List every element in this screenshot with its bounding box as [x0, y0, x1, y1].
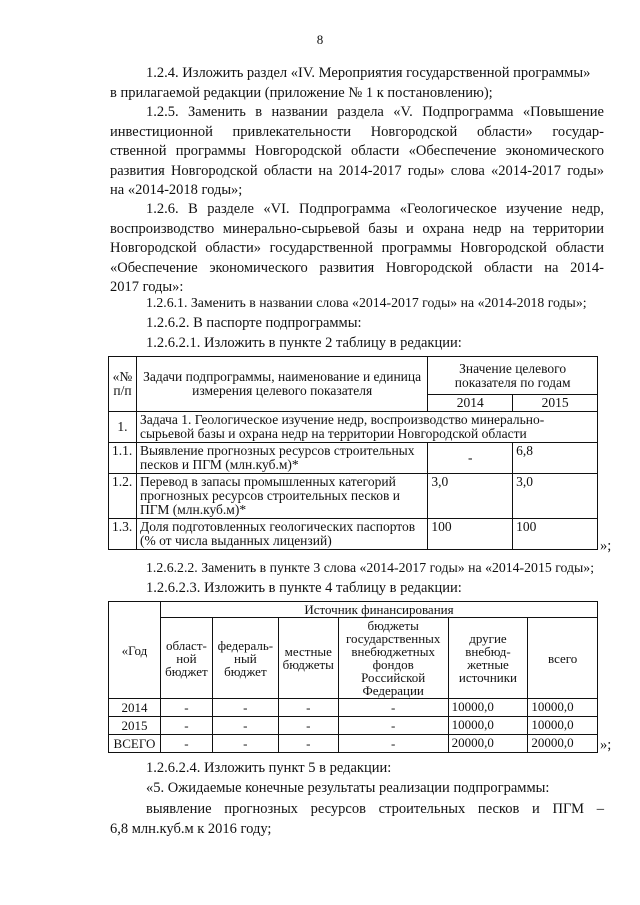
row-value-2014: 100	[428, 519, 513, 550]
task-text: Задача 1. Геологическое изучение недр, воспроизводство минерально-сырьевой базы и охрана недр на территории Новгородской области	[136, 412, 597, 443]
paragraph-line: 1.2.5. Заменить в названии раздела «V. Подпрограмма «Повышение	[146, 104, 604, 120]
target-indicators-table	[108, 356, 598, 550]
paragraph-1-2-4	[110, 64, 604, 103]
header-federal-budget: федераль-ный бюджет	[212, 618, 278, 699]
header-regional-budget: област-ной бюджет	[160, 618, 212, 699]
header-number: «№ п/п	[109, 357, 137, 412]
page-number: 8	[316, 32, 324, 47]
row-value-2015: 3,0	[513, 474, 598, 519]
paragraph-1-2-6-2-2: 1.2.6.2.2. Заменить в пункте 3 слова «2014-2017 годы» на «2014-2015 годы»;	[146, 560, 595, 575]
table-row	[109, 519, 598, 550]
cell: -	[338, 735, 448, 753]
table-header-columns	[109, 618, 598, 699]
paragraph-line: воспроизводство минерально-сырьевой базы и охрана недр на территории	[110, 220, 604, 237]
cell: 10000,0	[448, 717, 528, 735]
row-name: Перевод в запасы промышленных категорий прогнозных ресурсов строительных песков и ПГМ (млн.куб.м)*	[136, 474, 427, 519]
cell: 10000,0	[528, 717, 598, 735]
table1-closing-quote: »;	[600, 538, 612, 554]
table-row	[109, 699, 598, 717]
paragraph-line: 2017 годы»:	[110, 279, 184, 296]
header-year: «Год	[109, 602, 161, 699]
paragraph-line: Новгородской области» государственной программы Новгородской области	[110, 240, 604, 257]
paragraph-line: в прилагаемой редакции (приложение № 1 к постановлению);	[110, 84, 493, 101]
paragraph-line: 1.2.4. Изложить раздел «IV. Мероприятия государственной программы»	[146, 65, 591, 81]
paragraph-1-2-6-2-3: 1.2.6.2.3. Изложить в пункте 4 таблицу в редакции:	[146, 580, 462, 596]
paragraph-1-2-6-2: 1.2.6.2. В паспорте подпрограммы:	[146, 315, 362, 331]
header-local-budgets: местные бюджеты	[278, 618, 338, 699]
cell: -	[212, 735, 278, 753]
row-name: Доля подготовленных геологических паспортов (% от числа выданных лицензий)	[136, 519, 427, 550]
row-year: 2014	[109, 699, 161, 717]
table-row	[109, 717, 598, 735]
header-total: всего	[528, 618, 598, 699]
cell: 20000,0	[528, 735, 598, 753]
paragraph-1-2-6-2-4: 1.2.6.2.4. Изложить пункт 5 в редакции:	[146, 760, 392, 776]
table-row	[109, 474, 598, 519]
row-year: 2015	[109, 717, 161, 735]
cell: -	[212, 717, 278, 735]
paragraph-line: инвестиционной привлекательности Новгородской области» государ-	[110, 123, 604, 140]
header-year-2014: 2014	[428, 395, 513, 412]
cell: -	[338, 717, 448, 735]
cell: -	[160, 717, 212, 735]
header-extra-budget-funds: бюджеты государственных внебюджетных фондов Российской Федерации	[338, 618, 448, 699]
paragraph-1-2-6	[110, 200, 604, 298]
paragraph-5-title: «5. Ожидаемые конечные результаты реализации подпрограммы:	[146, 780, 550, 796]
table-header-row	[109, 602, 598, 618]
header-source: Источник финансирования	[160, 602, 597, 618]
table-header-row	[109, 357, 598, 395]
table-row-total	[109, 735, 598, 753]
paragraph-1-2-6-1: 1.2.6.1. Заменить в названии слова «2014-2017 годы» на «2014-2018 годы»;	[146, 295, 587, 310]
table2-closing-quote: »;	[600, 737, 612, 753]
header-other-sources: другие внебюд-жетные источники	[448, 618, 528, 699]
paragraph-line: выявление прогнозных ресурсов строительных песков и ПГМ –	[146, 801, 604, 817]
paragraph-line: 1.2.6. В разделе «VI. Подпрограмма «Геологическое изучение недр,	[146, 201, 604, 217]
cell: -	[212, 699, 278, 717]
row-number: 1.3.	[109, 519, 137, 550]
cell: -	[278, 717, 338, 735]
row-number: 1.1.	[109, 443, 137, 474]
paragraph-line: на «2014-2018 годы»;	[110, 182, 243, 199]
paragraph-line: развития Новгородской области на 2014-2017 годы» слова «2014-2017 годы»	[110, 162, 604, 179]
row-value-2014: 3,0	[428, 474, 513, 519]
cell: 10000,0	[448, 699, 528, 717]
cell: 20000,0	[448, 735, 528, 753]
cell: -	[278, 699, 338, 717]
cell: 10000,0	[528, 699, 598, 717]
cell: -	[338, 699, 448, 717]
row-name: Выявление прогнозных ресурсов строительных песков и ПГМ (млн.куб.м)*	[136, 443, 427, 474]
header-task: Задачи подпрограммы, наименование и единица измерения целевого показателя	[136, 357, 427, 412]
row-number: 1.2.	[109, 474, 137, 519]
table-row	[109, 443, 598, 474]
row-year: ВСЕГО	[109, 735, 161, 753]
row-value-2015: 6,8	[513, 443, 598, 474]
paragraph-1-2-5	[110, 103, 604, 201]
cell: -	[278, 735, 338, 753]
paragraph-line: ственной программы Новгородской области «Обеспечение экономического	[110, 143, 604, 160]
cell: -	[160, 699, 212, 717]
paragraph-1-2-6-2-1: 1.2.6.2.1. Изложить в пункте 2 таблицу в редакции:	[146, 335, 462, 351]
header-value: Значение целевого показателя по годам	[428, 357, 598, 395]
header-year-2015: 2015	[513, 395, 598, 412]
row-number: 1.	[109, 412, 137, 443]
row-value-2015: 100	[513, 519, 598, 550]
paragraph-5-body	[110, 800, 604, 839]
row-value-2014: -	[428, 443, 513, 474]
cell: -	[160, 735, 212, 753]
paragraph-line: 6,8 млн.куб.м к 2016 году;	[110, 820, 272, 837]
paragraph-line: «Обеспечение экономического развития Новгородской области на 2014-	[110, 259, 604, 276]
table-row-task	[109, 412, 598, 443]
financing-table	[108, 601, 598, 753]
